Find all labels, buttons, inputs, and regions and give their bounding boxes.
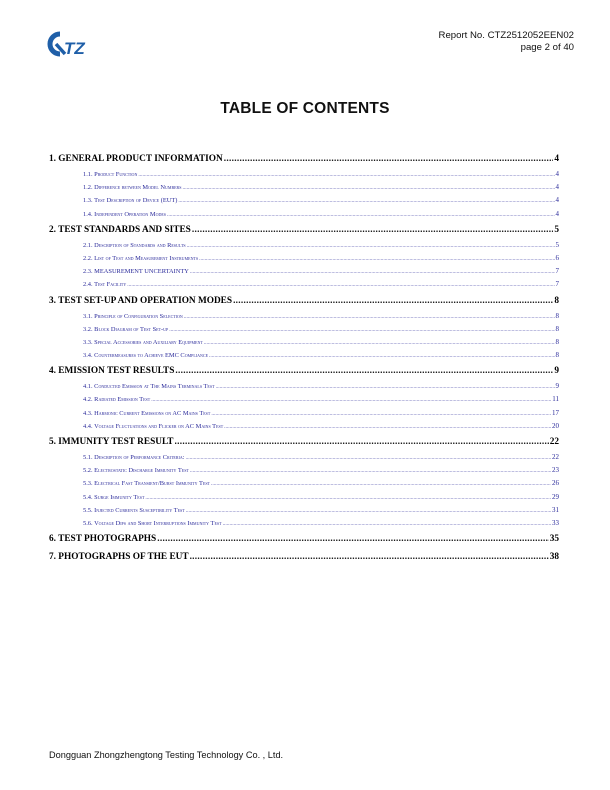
toc-entry-page: 20	[552, 421, 559, 430]
toc-entry-page: 22	[552, 453, 559, 461]
toc-subsection[interactable]	[49, 491, 559, 504]
toc-subsection[interactable]	[49, 504, 559, 517]
toc-leader-dots	[199, 253, 554, 266]
toc-entry-label: 6. TEST PHOTOGRAPHS	[49, 534, 157, 545]
toc-section[interactable]	[49, 150, 559, 168]
toc-entry-page: 22	[549, 437, 559, 447]
toc-entry-page: 26	[552, 479, 559, 488]
toc-entry-page: 8	[555, 311, 559, 320]
toc-entry-label: 5.5. Injected Currents Susceptibility Test	[83, 506, 185, 514]
toc-entry-page: 38	[549, 552, 559, 563]
toc-leader-dots	[186, 505, 551, 518]
toc-entry-page: 5	[554, 224, 559, 235]
page-title: TABLE OF CONTENTS	[220, 100, 390, 117]
report-number: Report No. CTZ2512052EEN02	[438, 30, 574, 41]
toc-entry-label: 2.3. MEASUREMENT UNCERTAINTY	[83, 268, 189, 276]
toc-entry-page: 4	[554, 154, 559, 164]
toc-entry-page: 7	[555, 280, 559, 289]
toc-entry-label: 2.1. Description of Standards and Results	[83, 241, 186, 249]
toc-entry-page: 4	[555, 209, 559, 218]
toc-entry-page: 7	[555, 267, 559, 276]
toc-entry-page: 4	[555, 183, 559, 192]
toc-subsection[interactable]	[49, 208, 559, 221]
toc-leader-dots	[233, 292, 553, 310]
toc-section[interactable]	[49, 221, 559, 239]
toc-leader-dots	[216, 381, 555, 394]
toc-subsection[interactable]	[49, 265, 559, 278]
toc-entry-page: 5	[555, 240, 559, 249]
toc-entry-label: 4.2. Radiated Emission Test	[83, 396, 151, 404]
toc-section[interactable]	[49, 530, 559, 548]
table-of-contents	[49, 150, 559, 566]
toc-leader-dots	[192, 221, 554, 239]
toc-leader-dots	[190, 465, 551, 478]
report-header	[439, 30, 574, 53]
toc-subsection[interactable]	[49, 517, 559, 530]
toc-entry-label: 2. TEST STANDARDS AND SITES	[49, 224, 191, 235]
toc-entry-label: 3.4. Countermeasures to Achieve EMC Compliance	[83, 352, 209, 360]
toc-entry-label: 5.1. Description of Performance Criteria:	[83, 454, 185, 461]
toc-entry-label: 2.4. Test Facility	[83, 281, 127, 289]
toc-subsection[interactable]	[49, 278, 559, 291]
toc-entry-page: 23	[552, 466, 559, 475]
toc-leader-dots	[175, 433, 549, 451]
toc-entry-page: 31	[552, 505, 559, 514]
toc-subsection[interactable]	[49, 194, 559, 207]
toc-leader-dots	[175, 362, 553, 380]
toc-leader-dots	[224, 150, 554, 168]
toc-entry-label: 3.1. Principle of Configuration Selection	[83, 312, 183, 320]
toc-subsection[interactable]	[49, 477, 559, 490]
toc-leader-dots	[187, 240, 555, 253]
toc-subsection[interactable]	[49, 407, 559, 420]
toc-leader-dots	[169, 324, 554, 337]
toc-entry-label: 5. IMMUNITY TEST RESULT	[49, 437, 174, 447]
toc-entry-page: 33	[552, 518, 559, 527]
toc-subsection[interactable]	[49, 464, 559, 477]
svg-text:TZ: TZ	[64, 39, 85, 58]
toc-entry-page: 9	[555, 382, 559, 391]
toc-entry-page: 17	[552, 408, 559, 417]
toc-leader-dots	[211, 408, 551, 421]
toc-entry-label: 5.2. Electrostatic Discharge Immunity Test	[83, 467, 189, 475]
toc-entry-page: 9	[554, 366, 559, 377]
toc-section[interactable]	[49, 362, 559, 380]
toc-entry-page: 8	[555, 351, 559, 360]
toc-entry-label: 4.4. Voltage Fluctuations and Flicker on AC Mains Test	[83, 422, 224, 430]
toc-entry-label: 4. EMISSION TEST RESULTS	[49, 366, 175, 377]
toc-leader-dots	[145, 492, 551, 505]
toc-subsection[interactable]	[49, 380, 559, 393]
toc-entry-page: 8	[554, 295, 559, 306]
toc-entry-page: 35	[549, 534, 559, 545]
toc-leader-dots	[204, 337, 555, 350]
toc-subsection[interactable]	[49, 349, 559, 362]
toc-entry-label: 5.3. Electrical Fast Transient/Burst Immunity Test	[83, 480, 210, 488]
toc-entry-label: 5.6. Voltage Dips and Short Interruptions Immunity Test	[83, 519, 222, 527]
toc-entry-label: 3.3. Special Accessories and Auxiliary Equipment	[83, 338, 203, 346]
toc-leader-dots	[186, 452, 551, 465]
toc-entry-label: 1.2. Difference between Model Numbers	[83, 184, 182, 192]
page-number: page 2 of 40	[520, 41, 574, 53]
toc-entry-label: 3.2. Block Diagram of Test Set-up	[83, 325, 169, 333]
toc-leader-dots	[184, 311, 555, 324]
toc-entry-page: 11	[552, 395, 559, 404]
toc-section[interactable]	[49, 548, 559, 566]
toc-entry-page: 29	[552, 492, 559, 501]
toc-entry-page: 8	[555, 324, 559, 333]
toc-entry-label: 2.2. List of Test and Measurement Instruments	[83, 254, 199, 262]
toc-entry-page: 4	[555, 170, 559, 178]
toc-subsection[interactable]	[49, 252, 559, 265]
toc-leader-dots	[157, 530, 548, 548]
toc-subsection[interactable]	[49, 323, 559, 336]
toc-entry-label: 1.4. Independent Operation Modes	[83, 210, 167, 218]
toc-leader-dots	[190, 548, 549, 566]
toc-subsection[interactable]	[49, 168, 559, 181]
toc-subsection[interactable]	[49, 420, 559, 433]
toc-leader-dots	[178, 195, 554, 208]
toc-entry-page: 8	[555, 337, 559, 346]
toc-section[interactable]	[49, 433, 559, 451]
toc-subsection[interactable]	[49, 181, 559, 194]
toc-entry-label: 5.4. Surge Immunity Test	[83, 493, 145, 501]
toc-section[interactable]	[49, 292, 559, 310]
toc-leader-dots	[138, 169, 554, 182]
toc-leader-dots	[182, 182, 554, 195]
toc-leader-dots	[190, 266, 555, 279]
toc-entry-page: 6	[555, 253, 559, 262]
toc-subsection[interactable]	[49, 239, 559, 252]
toc-leader-dots	[151, 394, 551, 407]
toc-subsection[interactable]	[49, 310, 559, 323]
ctz-logo	[44, 30, 94, 58]
toc-entry-page: 4	[555, 196, 559, 205]
toc-subsection[interactable]	[49, 393, 559, 406]
footer-company: Dongguan Zhongzhengtong Testing Technology Co. , Ltd.	[49, 750, 284, 760]
toc-entry-label: 4.1. Conducted Emission at The Mains Terminals Test	[83, 383, 215, 391]
toc-leader-dots	[211, 478, 551, 491]
toc-entry-label: 1.1. Product Function	[83, 171, 138, 178]
toc-entry-label: 1. GENERAL PRODUCT INFORMATION	[49, 154, 223, 164]
toc-subsection[interactable]	[49, 451, 559, 464]
toc-entry-label: 7. PHOTOGRAPHS OF THE EUT	[49, 552, 189, 563]
toc-entry-label: 1.3. Test Description of Device (EUT)	[83, 197, 178, 205]
toc-entry-label: 4.3. Harmonic Current Emissions on AC Mains Test	[83, 409, 211, 417]
toc-entry-label: 3. TEST SET-UP AND OPERATION MODES	[49, 295, 233, 306]
toc-subsection[interactable]	[49, 336, 559, 349]
